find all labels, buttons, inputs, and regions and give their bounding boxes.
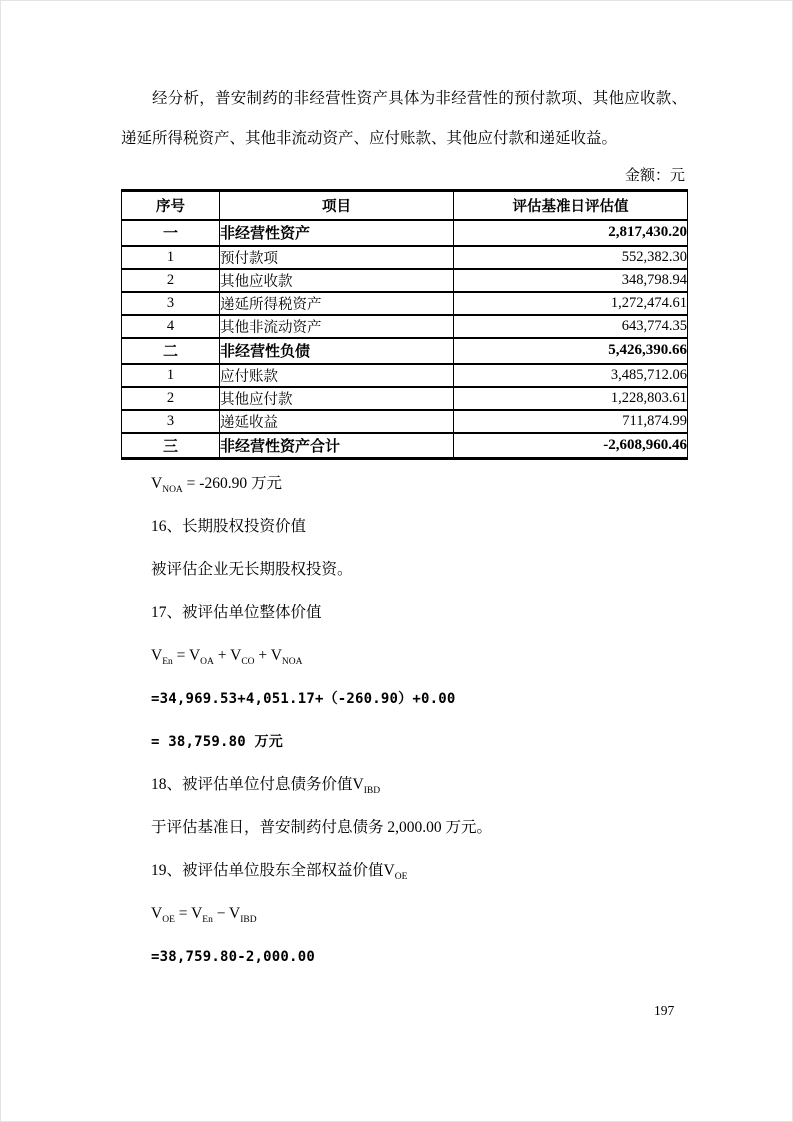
cell-item: 其他应付款 [220, 387, 454, 410]
var-sub: NOA [162, 485, 183, 495]
cell-item: 非经营性资产 [220, 220, 454, 246]
table-row [122, 387, 688, 410]
cell-item: 其他非流动资产 [220, 315, 454, 338]
var-sub: IBD [240, 915, 257, 925]
page-number: 197 [654, 1003, 675, 1018]
var-sub: OE [394, 872, 408, 882]
table-row [122, 246, 688, 269]
section-19-heading [151, 860, 691, 903]
ven-result-line: = 38,759.80 万元 [151, 734, 283, 750]
header-cell-value: 评估基准日评估值 [454, 191, 688, 220]
cell-value: 3,485,712.06 [454, 364, 688, 387]
heading-text: 18、被评估单位付息债务价值V [151, 776, 364, 793]
cell-value: -2,608,960.46 [454, 433, 688, 459]
cell-no: 4 [122, 315, 220, 338]
cell-value: 5,426,390.66 [454, 338, 688, 364]
var-base: V [151, 905, 163, 922]
formula-text: = -260.90 万元 [182, 475, 282, 492]
header-cell-no: 序号 [122, 191, 220, 220]
formula-text: − V [212, 905, 241, 922]
section-16-heading: 16、长期股权投资价值 [151, 518, 307, 535]
var-sub: NOA [281, 657, 303, 667]
table-header-row [122, 191, 688, 220]
table-row [122, 410, 688, 433]
table-row [122, 364, 688, 387]
header-cell-item: 项目 [220, 191, 454, 220]
cell-value: 1,272,474.61 [454, 292, 688, 315]
cell-value: 711,874.99 [454, 410, 688, 433]
var-sub: En [202, 915, 213, 925]
section-18-heading [151, 774, 691, 817]
cell-value: 348,798.94 [454, 269, 688, 292]
cell-item: 递延所得税资产 [220, 292, 454, 315]
formula-text: = V [174, 905, 203, 922]
body-text-block [151, 473, 691, 989]
section-16-body: 被评估企业无长期股权投资。 [151, 561, 353, 578]
valuation-table [121, 189, 688, 460]
ven-calculation-line: =34,969.53+4,051.17+（-260.90）+0.00 [151, 691, 456, 707]
section-17-heading: 17、被评估单位整体价值 [151, 604, 322, 621]
voe-calculation-line: =38,759.80-2,000.00 [151, 949, 315, 965]
cell-item: 非经营性资产合计 [220, 433, 454, 459]
cell-value: 2,817,430.20 [454, 220, 688, 246]
var-sub: OA [200, 657, 214, 667]
table-row [122, 292, 688, 315]
cell-item: 应付账款 [220, 364, 454, 387]
cell-item: 递延收益 [220, 410, 454, 433]
cell-value: 643,774.35 [454, 315, 688, 338]
formula-voe-line [151, 903, 691, 946]
cell-no: 2 [122, 387, 220, 410]
var-base: V [151, 475, 163, 492]
cell-no: 一 [122, 220, 220, 246]
var-sub: CO [241, 657, 255, 667]
table-row [122, 433, 688, 459]
formula-text: = V [172, 647, 201, 664]
cell-item: 非经营性负债 [220, 338, 454, 364]
table-row [122, 269, 688, 292]
var-sub: IBD [363, 786, 381, 796]
cell-no: 三 [122, 433, 220, 459]
cell-value: 552,382.30 [454, 246, 688, 269]
cell-no: 2 [122, 269, 220, 292]
var-sub: En [162, 657, 173, 667]
var-sub: OE [162, 915, 175, 925]
intro-paragraph: 经分析，普安制药的非经营性资产具体为非经营性的预付款项、其他应收款、递延所得税资产、其他非流动资产、应付账款、其他应付款和递延收益。 [121, 90, 687, 147]
formula-text: + V [254, 647, 282, 664]
cell-no: 二 [122, 338, 220, 364]
heading-text: 19、被评估单位股东全部权益价值V [151, 862, 395, 879]
table-unit-label: 金额：元 [624, 168, 685, 184]
formula-vnoa-line [151, 473, 691, 516]
cell-value: 1,228,803.61 [454, 387, 688, 410]
var-base: V [151, 647, 163, 664]
table-row [122, 315, 688, 338]
formula-text: + V [213, 647, 242, 664]
cell-no: 3 [122, 410, 220, 433]
cell-no: 1 [122, 364, 220, 387]
table-row [122, 338, 688, 364]
cell-item: 预付款项 [220, 246, 454, 269]
formula-ven-line [151, 645, 691, 688]
table-row [122, 220, 688, 246]
cell-no: 3 [122, 292, 220, 315]
section-18-body: 于评估基准日，普安制药付息债务 2,000.00 万元。 [151, 819, 493, 836]
cell-item: 其他应收款 [220, 269, 454, 292]
cell-no: 1 [122, 246, 220, 269]
